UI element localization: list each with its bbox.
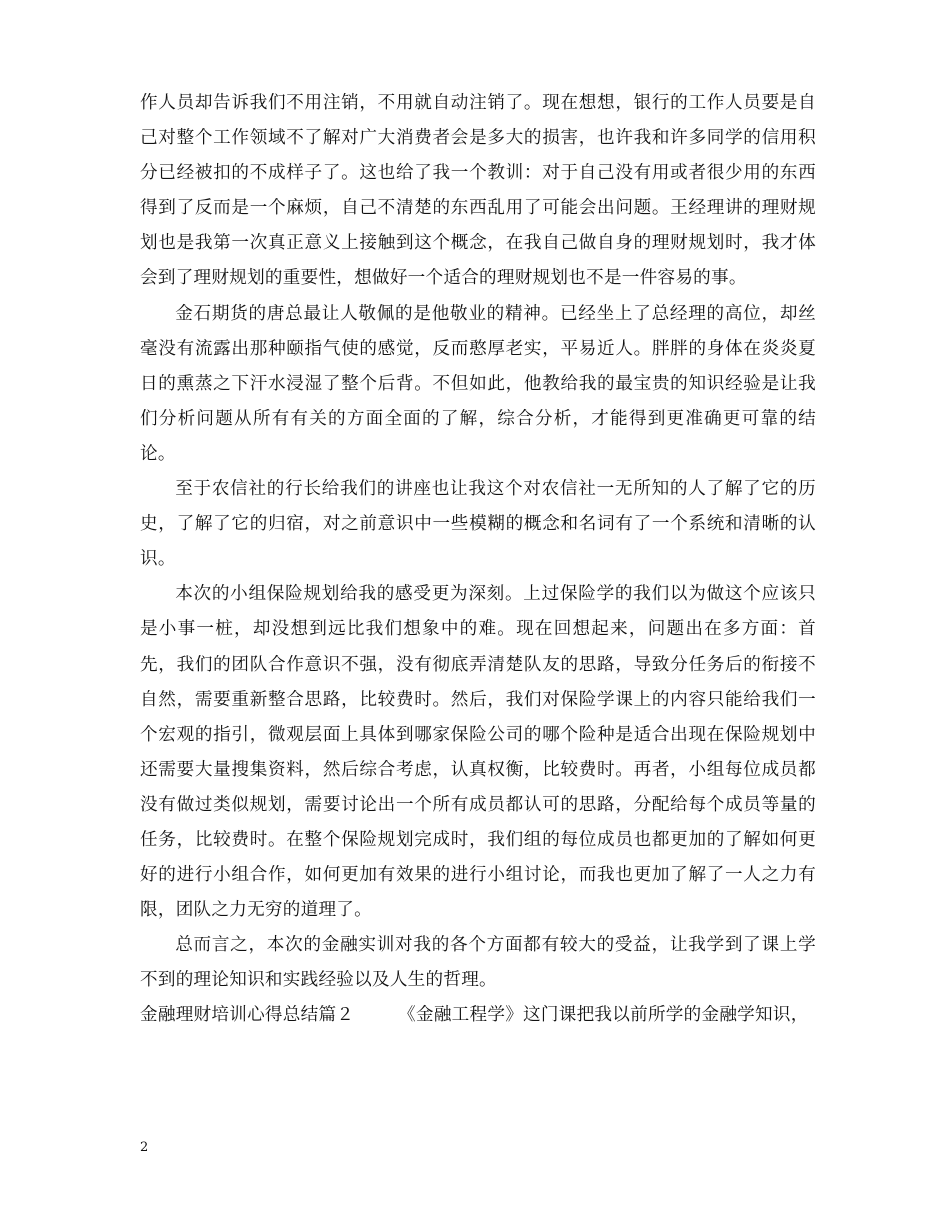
paragraph-1: 作人员却告诉我们不用注销，不用就自动注销了。现在想想，银行的工作人员要是自己对整个工作领域不了解对广大消费者会是多大的损害，也许我和许多同学的信用积分已经被扣的不成样子了。这也给了我一个教训：对于自己没有用或者很少用的东西得到了反而是一个麻烦，自己不清楚的东西乱用了可能会出问题。王经理讲的理财规划也是我第一次真正意义上接触到这个概念，在我自己做自身的理财规划时，我才体会到了理财规划的重要性，想做好一个适合的理财规划也不是一件容易的事。 [140,93,816,289]
section-continuation-text: 《金融工程学》这门课把我以前所学的金融学知识， [398,1005,809,1026]
document-body [140,86,816,1034]
paragraph-4: 本次的小组保险规划给我的感受更为深刻。上过保险学的我们以为做这个应该只是小事一桩，却没想到远比我们想象中的难。现在回想起来，问题出在多方面：首先，我们的团队合作意识不强，没有彻底弄清楚队友的思路，导致分任务后的衔接不自然，需要重新整合思路，比较费时。然后，我们对保险学课上的内容只能给我们一个宏观的指引，微观层面上具体到哪家保险公司的哪个险种是适合出现在保险规划中还需要大量搜集资料，然后综合考虑，认真权衡，比较费时。再者，小组每位成员都没有做过类似规划，需要讨论出一个所有成员都认可的思路，分配给每个成员等量的任务，比较费时。在整个保险规划完成时，我们组的每位成员也都更加的了解如何更好的进行小组合作，如何更加有效果的进行小组讨论，而我也更加了解了一人之力有限，团队之力无穷的道理了。 [140,584,816,921]
paragraph-3: 至于农信社的行长给我们的讲座也让我这个对农信社一无所知的人了解了它的历史，了解了它的归宿，对之前意识中一些模糊的概念和名词有了一个系统和清晰的认识。 [140,479,816,570]
paragraph-2: 金石期货的唐总最让人敬佩的是他敬业的精神。已经坐上了总经理的高位，却丝毫没有流露出那种颐指气使的感觉，反而憨厚老实，平易近人。胖胖的身体在炎炎夏日的熏蒸之下汗水浸湿了整个后背。不但如此，他教给我的最宝贵的知识经验是让我们分析问题从所有有关的方面全面的了解，综合分析，才能得到更准确更可靠的结论。 [140,303,816,464]
page-number: 2 [140,1140,149,1155]
section-heading-line [140,998,816,1033]
section-title: 金融理财培训心得总结篇２ [140,1005,355,1026]
paragraph-5: 总而言之，本次的金融实训对我的各个方面都有较大的受益，让我学到了课上学不到的理论知识和实践经验以及人生的哲理。 [140,935,816,991]
